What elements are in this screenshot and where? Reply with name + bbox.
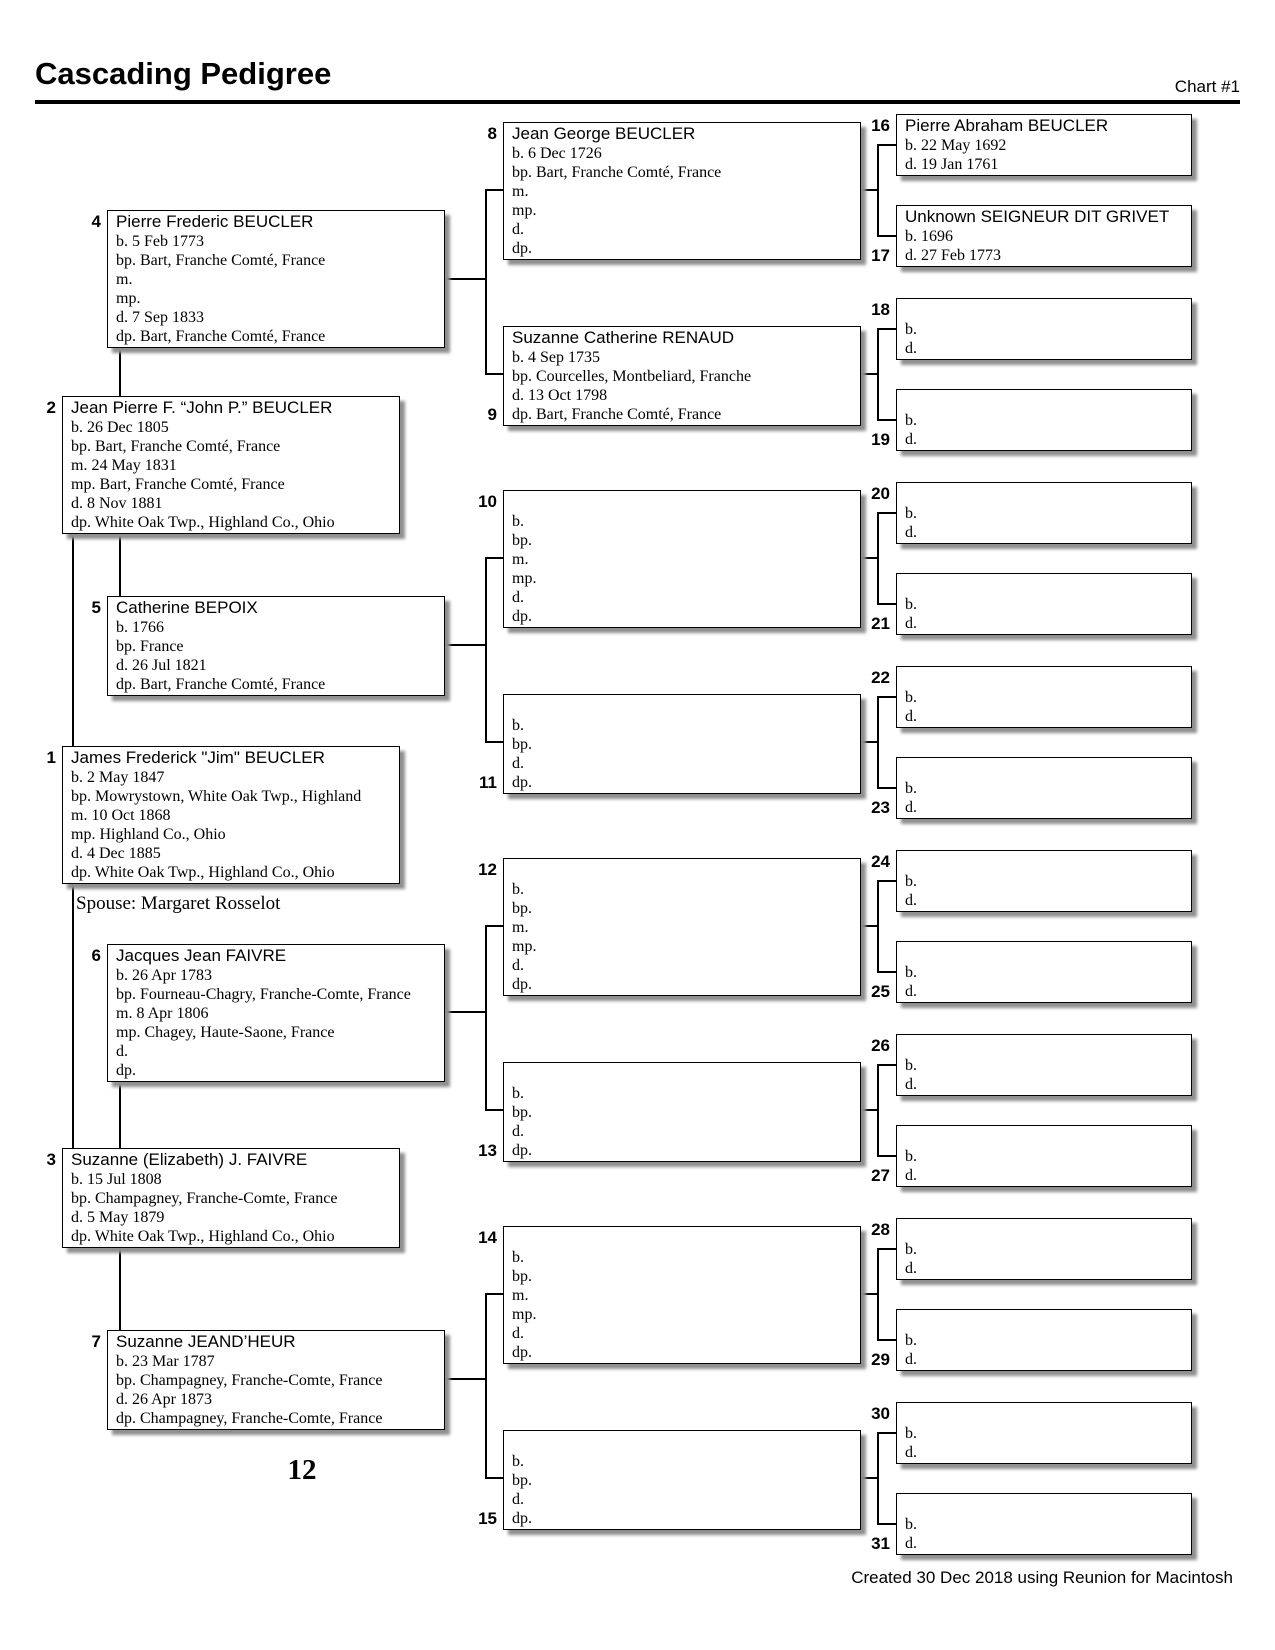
person-detail: m. (512, 551, 529, 568)
person-detail: b. (512, 881, 524, 898)
connector-line (877, 1155, 896, 1157)
person-detail: mp. (512, 570, 537, 587)
person-name (905, 484, 1187, 504)
person-detail: b. (512, 717, 524, 734)
connector-line (861, 189, 877, 191)
person-detail: dp. (512, 1142, 532, 1159)
connector-line (485, 925, 487, 1111)
person-detail: b. (905, 689, 917, 706)
person-number: 14 (478, 1228, 497, 1247)
person-detail: m. 10 Oct 1868 (71, 807, 171, 824)
person-detail: b. (905, 873, 917, 890)
person-detail: b. (905, 780, 917, 797)
person-name (512, 1064, 856, 1084)
person-number: 30 (871, 1404, 890, 1423)
person-detail: d. (512, 957, 524, 974)
person-detail: d. (905, 799, 917, 816)
person-detail: d. (905, 1076, 917, 1093)
person-detail: dp. (512, 1344, 532, 1361)
person-detail: b. 1766 (116, 619, 164, 636)
connector-line (877, 1523, 896, 1525)
person-name (905, 852, 1187, 872)
person-detail: d. (905, 524, 917, 541)
person-detail: b. 1696 (905, 228, 953, 245)
person-detail: bp. Bart, Franche Comté, France (512, 164, 722, 181)
person-number: 4 (91, 212, 101, 231)
person-detail: d. 4 Dec 1885 (71, 845, 161, 862)
person-number: 21 (871, 614, 890, 633)
person-detail: b. (905, 964, 917, 981)
spouse-note: Spouse: Margaret Rosselot (76, 893, 281, 914)
person-detail: d. (116, 1043, 128, 1060)
person-detail: d. (905, 983, 917, 1000)
person-detail: dp. (512, 240, 532, 257)
person-name (905, 391, 1187, 411)
person-box-21[interactable] (896, 573, 1192, 635)
connector-line (445, 278, 485, 280)
page-number: 12 (287, 1454, 317, 1486)
person-number: 20 (871, 484, 890, 503)
person-box-25[interactable] (896, 941, 1192, 1003)
person-detail: dp. Bart, Franche Comté, France (116, 676, 326, 693)
person-detail: b. (905, 1425, 917, 1442)
person-name: Jean George BEUCLER (512, 124, 696, 143)
connector-line (877, 1248, 896, 1250)
person-name (905, 1311, 1187, 1331)
person-detail: mp. (512, 202, 537, 219)
person-detail: m. (512, 183, 529, 200)
connector-line (485, 557, 503, 559)
person-detail: b. (905, 596, 917, 613)
person-detail: b. 15 Jul 1808 (71, 1171, 162, 1188)
connector-line (877, 1248, 879, 1341)
person-number: 31 (871, 1534, 890, 1553)
person-detail: d. 13 Oct 1798 (512, 387, 608, 404)
person-detail: bp. Fourneau-Chagry, Franche-Comte, France (116, 986, 411, 1003)
person-number: 10 (478, 492, 497, 511)
person-box-14[interactable] (503, 1226, 861, 1364)
connector-line (877, 1064, 879, 1157)
connector-line (877, 696, 879, 789)
person-name: Suzanne JEAND’HEUR (116, 1332, 296, 1351)
footer-credit: Created 30 Dec 2018 using Reunion for Macintosh (851, 1568, 1233, 1587)
person-detail: b. (905, 1241, 917, 1258)
connector-line (877, 512, 896, 514)
person-detail: d. (512, 221, 524, 238)
person-name (905, 668, 1187, 688)
person-detail: bp. Bart, Franche Comté, France (71, 438, 281, 455)
connector-line (877, 787, 896, 789)
person-number: 12 (478, 860, 497, 879)
connector-line (72, 534, 74, 746)
person-detail: b. (905, 1057, 917, 1074)
connector-line (445, 644, 485, 646)
person-name (905, 759, 1187, 779)
person-detail: d. 19 Jan 1761 (905, 156, 999, 173)
person-detail: d. (512, 1491, 524, 1508)
person-detail: dp. White Oak Twp., Highland Co., Ohio (71, 1228, 335, 1245)
page-title: Cascading Pedigree (35, 56, 332, 91)
person-box-22[interactable] (896, 666, 1192, 728)
person-detail: b. (512, 1453, 524, 1470)
person-detail: dp. (512, 774, 532, 791)
person-box-23[interactable] (896, 757, 1192, 819)
person-detail: d. (512, 1123, 524, 1140)
person-box-1[interactable] (62, 746, 400, 884)
connector-line (861, 1293, 877, 1295)
person-number: 17 (871, 246, 890, 265)
person-detail: bp. (512, 1104, 532, 1121)
person-detail: bp. Mowrystown, White Oak Twp., Highland (71, 788, 362, 805)
person-name: Suzanne Catherine RENAUD (512, 328, 735, 347)
title-rule (35, 100, 1240, 104)
connector-line (861, 1109, 877, 1111)
person-detail: b. 26 Dec 1805 (71, 419, 169, 436)
connector-line (877, 328, 896, 330)
person-number: 28 (871, 1220, 890, 1239)
person-detail: d. (905, 340, 917, 357)
person-box-26[interactable] (896, 1034, 1192, 1096)
person-detail: d. (905, 431, 917, 448)
connector-line (119, 534, 121, 596)
person-name: Unknown SEIGNEUR DIT GRIVET (905, 207, 1170, 226)
person-detail: bp. (512, 1268, 532, 1285)
person-box-4[interactable] (107, 210, 445, 348)
connector-line (877, 235, 896, 237)
person-box-30[interactable] (896, 1402, 1192, 1464)
person-box-19[interactable] (896, 389, 1192, 451)
connector-line (861, 1477, 877, 1479)
connector-line (861, 373, 877, 375)
person-detail: m. (512, 919, 529, 936)
person-box-6[interactable] (107, 944, 445, 1082)
connector-line (861, 557, 877, 559)
person-detail: m. (512, 1287, 529, 1304)
person-detail: dp. White Oak Twp., Highland Co., Ohio (71, 514, 335, 531)
person-number: 19 (871, 430, 890, 449)
person-number: 26 (871, 1036, 890, 1055)
person-detail: d. (905, 615, 917, 632)
person-detail: mp. Bart, Franche Comté, France (71, 476, 285, 493)
person-detail: d. (512, 1325, 524, 1342)
person-name (512, 696, 856, 716)
person-box-5[interactable] (107, 596, 445, 696)
connector-line (485, 1293, 503, 1295)
connector-line (877, 971, 896, 973)
person-detail: mp. (512, 938, 537, 955)
person-detail: bp. Champagney, Franche-Comte, France (71, 1190, 338, 1207)
person-name: James Frederick "Jim" BEUCLER (71, 748, 325, 767)
person-detail: d. 26 Apr 1873 (116, 1391, 212, 1408)
connector-line (877, 1064, 896, 1066)
connector-line (485, 557, 487, 743)
person-detail: b. (905, 1332, 917, 1349)
person-number: 3 (46, 1150, 56, 1169)
person-detail: bp. Bart, Franche Comté, France (116, 252, 326, 269)
person-name (512, 1228, 856, 1248)
connector-line (877, 144, 896, 146)
connector-line (119, 1082, 121, 1148)
connector-line (877, 512, 879, 605)
person-box-16[interactable] (896, 114, 1192, 176)
person-box-28[interactable] (896, 1218, 1192, 1280)
connector-line (72, 884, 74, 1148)
person-number: 18 (871, 300, 890, 319)
person-detail: b. (905, 321, 917, 338)
person-name (905, 1404, 1187, 1424)
person-detail: d. (905, 1351, 917, 1368)
connector-line (861, 925, 877, 927)
person-number: 16 (871, 116, 890, 135)
person-box-27[interactable] (896, 1125, 1192, 1187)
person-detail: d. (905, 1535, 917, 1552)
person-number: 24 (871, 852, 890, 871)
person-detail: bp. (512, 1472, 532, 1489)
person-box-11[interactable] (503, 694, 861, 794)
person-detail: b. (905, 505, 917, 522)
person-box-9[interactable] (503, 326, 861, 426)
person-detail: b. 2 May 1847 (71, 769, 165, 786)
person-box-10[interactable] (503, 490, 861, 628)
person-number: 23 (871, 798, 890, 817)
person-detail: m. 24 May 1831 (71, 457, 177, 474)
person-number: 2 (46, 398, 56, 417)
person-detail: bp. (512, 900, 532, 917)
connector-line (861, 741, 877, 743)
person-box-8[interactable] (503, 122, 861, 260)
person-detail: b. 5 Feb 1773 (116, 233, 204, 250)
person-detail: b. 26 Apr 1783 (116, 967, 212, 984)
person-detail: mp. (512, 1306, 537, 1323)
person-detail: bp. France (116, 638, 184, 655)
person-number: 15 (478, 1509, 497, 1528)
person-detail: d. 26 Jul 1821 (116, 657, 207, 674)
connector-line (877, 603, 896, 605)
person-name (512, 492, 856, 512)
person-name (905, 575, 1187, 595)
person-box-7[interactable] (107, 1330, 445, 1430)
person-name (905, 1127, 1187, 1147)
person-detail: bp. Champagney, Franche-Comte, France (116, 1372, 383, 1389)
person-number: 11 (479, 773, 497, 792)
connector-line (485, 1109, 503, 1111)
connector-line (877, 880, 879, 973)
person-name: Jacques Jean FAIVRE (116, 946, 287, 965)
person-detail: b. (905, 412, 917, 429)
person-detail: dp. Bart, Franche Comté, France (116, 328, 326, 345)
person-detail: b. 22 May 1692 (905, 137, 1007, 154)
person-number: 25 (871, 982, 890, 1001)
person-detail: dp. Bart, Franche Comté, France (512, 406, 722, 423)
person-detail: d. (905, 1444, 917, 1461)
person-detail: b. (512, 1085, 524, 1102)
person-box-13[interactable] (503, 1062, 861, 1162)
person-number: 13 (478, 1141, 497, 1160)
person-name: Suzanne (Elizabeth) J. FAIVRE (71, 1150, 308, 1169)
connector-line (445, 1011, 485, 1013)
chart-number-label: Chart #1 (1174, 77, 1240, 96)
connector-line (119, 1248, 121, 1330)
connector-line (877, 880, 896, 882)
person-name (905, 1036, 1187, 1056)
person-box-24[interactable] (896, 850, 1192, 912)
person-name: Catherine BEPOIX (116, 598, 258, 617)
person-box-3[interactable] (62, 1148, 400, 1248)
person-name (905, 943, 1187, 963)
person-detail: dp. Champagney, Franche-Comte, France (116, 1410, 383, 1427)
person-number: 1 (46, 748, 56, 767)
connector-line (877, 1432, 896, 1434)
person-name (512, 860, 856, 880)
person-detail: d. (905, 1167, 917, 1184)
person-box-18[interactable] (896, 298, 1192, 360)
person-detail: b. (905, 1516, 917, 1533)
person-detail: d. 7 Sep 1833 (116, 309, 204, 326)
connector-line (877, 696, 896, 698)
person-detail: bp. (512, 532, 532, 549)
person-detail: b. 23 Mar 1787 (116, 1353, 215, 1370)
connector-line (485, 925, 503, 927)
person-detail: bp. Courcelles, Montbeliard, Franche (512, 368, 752, 385)
person-box-2[interactable] (62, 396, 400, 534)
person-detail: b. 6 Dec 1726 (512, 145, 602, 162)
person-detail: dp. (512, 608, 532, 625)
person-name: Pierre Frederic BEUCLER (116, 212, 314, 231)
person-detail: d. (905, 1260, 917, 1277)
person-name (512, 1432, 856, 1452)
person-name (905, 1220, 1187, 1240)
person-box-29[interactable] (896, 1309, 1192, 1371)
person-detail: dp. White Oak Twp., Highland Co., Ohio (71, 864, 335, 881)
connector-line (485, 189, 503, 191)
connector-line (119, 348, 121, 396)
person-detail: b. (512, 1249, 524, 1266)
person-number: 7 (91, 1332, 101, 1351)
person-number: 27 (871, 1166, 890, 1185)
person-number: 6 (91, 946, 101, 965)
connector-line (485, 373, 503, 375)
person-detail: d. (905, 892, 917, 909)
person-detail: m. (116, 271, 133, 288)
person-detail: dp. (512, 976, 532, 993)
person-name: Pierre Abraham BEUCLER (905, 116, 1109, 135)
person-detail: d. 27 Feb 1773 (905, 247, 1001, 264)
connector-line (877, 1432, 879, 1525)
connector-line (445, 1378, 485, 1380)
person-detail: d. 8 Nov 1881 (71, 495, 163, 512)
person-number: 22 (871, 668, 890, 687)
person-detail: b. (905, 1148, 917, 1165)
person-number: 29 (871, 1350, 890, 1369)
person-detail: m. 8 Apr 1806 (116, 1005, 209, 1022)
person-detail: bp. (512, 736, 532, 753)
connector-line (877, 328, 879, 421)
person-detail: mp. (116, 290, 141, 307)
person-name (905, 300, 1187, 320)
person-box-12[interactable] (503, 858, 861, 996)
connector-line (485, 1293, 487, 1479)
person-detail: b. 4 Sep 1735 (512, 349, 600, 366)
person-name (905, 1495, 1187, 1515)
person-name: Jean Pierre F. “John P.” BEUCLER (71, 398, 333, 417)
person-detail: mp. Chagey, Haute-Saone, France (116, 1024, 335, 1041)
person-detail: d. 5 May 1879 (71, 1209, 165, 1226)
person-number: 9 (487, 405, 497, 424)
person-detail: dp. (512, 1510, 532, 1527)
person-detail: d. (905, 708, 917, 725)
connector-line (877, 419, 896, 421)
connector-line (877, 1339, 896, 1341)
person-box-20[interactable] (896, 482, 1192, 544)
person-detail: d. (512, 755, 524, 772)
person-box-15[interactable] (503, 1430, 861, 1530)
person-box-31[interactable] (896, 1493, 1192, 1555)
person-box-17[interactable] (896, 205, 1192, 267)
person-detail: dp. (116, 1062, 136, 1079)
person-number: 8 (487, 124, 497, 143)
person-detail: d. (512, 589, 524, 606)
person-detail: b. (512, 513, 524, 530)
connector-line (877, 144, 879, 237)
connector-line (485, 1477, 503, 1479)
person-number: 5 (91, 598, 101, 617)
person-detail: mp. Highland Co., Ohio (71, 826, 226, 843)
connector-line (485, 189, 487, 375)
connector-line (485, 741, 503, 743)
